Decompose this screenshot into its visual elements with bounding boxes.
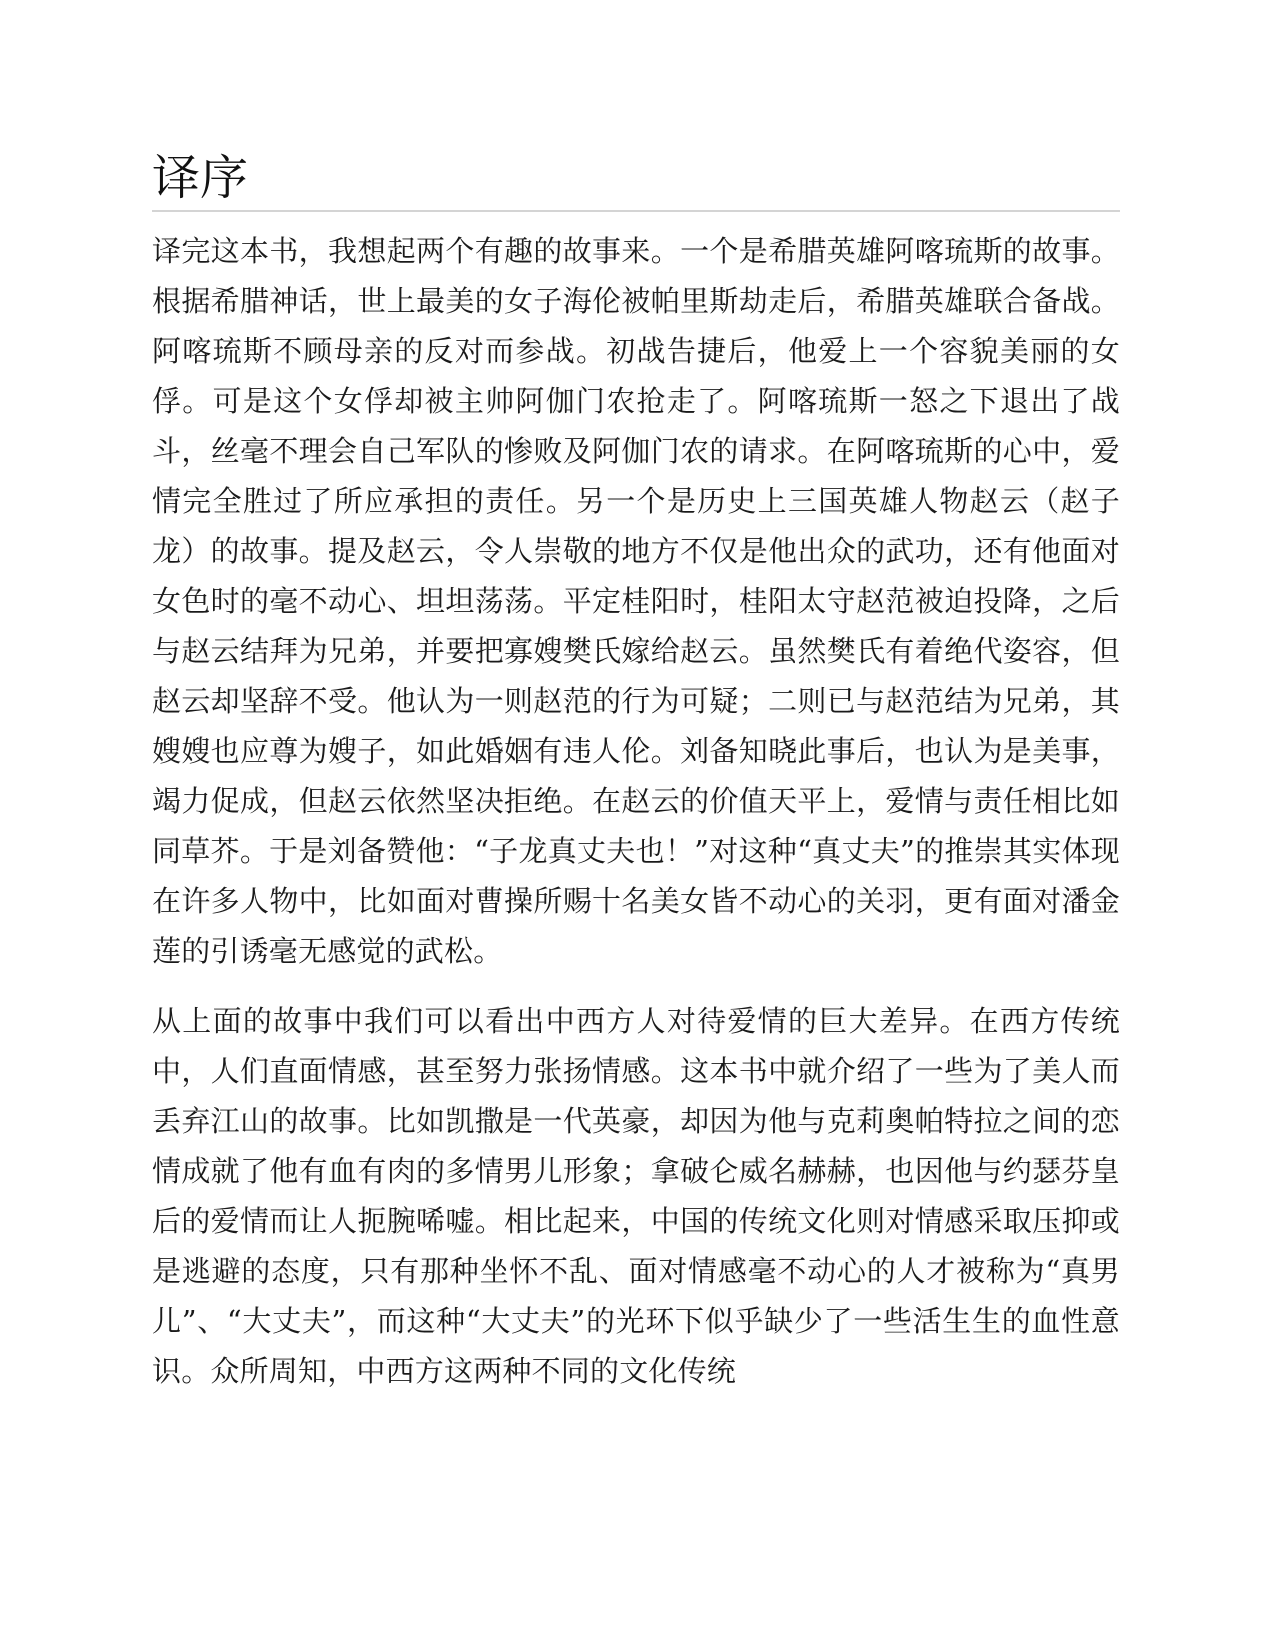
paragraph: 从上面的故事中我们可以看出中西方人对待爱情的巨大差异。在西方传统中，人们直面情感，甚至努力张扬情感。这本书中就介绍了一些为了美人而丢弃江山的故事。比如凯撒是一代英豪，却因为他与克莉奥帕特拉之间的恋情成就了他有血有肉的多情男儿形象；拿破仑威名赫赫，也因他与约瑟芬皇后的爱情而让人扼腕唏嘘。相比起来，中国的传统文化则对情感采取压抑或是逃避的态度，只有那种坐怀不乱、面对情感毫不动心的人才被称为“真男儿”、“大丈夫”，而这种“大丈夫”的光环下似乎缺少了一些活生生的血性意识。众所周知，中西方这两种不同的文化传统: [152, 1004, 1120, 1388]
document-page: [152, 148, 1120, 1416]
title-divider: [152, 210, 1120, 212]
page-title: 译序: [152, 150, 249, 206]
paragraph: 译完这本书，我想起两个有趣的故事来。一个是希腊英雄阿喀琉斯的故事。根据希腊神话，世上最美的女子海伦被帕里斯劫走后，希腊英雄联合备战。阿喀琉斯不顾母亲的反对而参战。初战告捷后，他爱上一个容貌美丽的女俘。可是这个女俘却被主帅阿伽门农抢走了。阿喀琉斯一怒之下退出了战斗，丝毫不理会自己军队的惨败及阿伽门农的请求。在阿喀琉斯的心中，爱情完全胜过了所应承担的责任。另一个是历史上三国英雄人物赵云（赵子龙）的故事。提及赵云，令人崇敬的地方不仅是他出众的武功，还有他面对女色时的毫不动心、坦坦荡荡。平定桂阳时，桂阳太守赵范被迫投降，之后与赵云结拜为兄弟，并要把寡嫂樊氏嫁给赵云。虽然樊氏有着绝代姿容，但赵云却坚辞不受。他认为一则赵范的行为可疑；二则已与赵范结为兄弟，其嫂嫂也应尊为嫂子，如此婚姻有违人伦。刘备知晓此事后，也认为是美事，竭力促成，但赵云依然坚决拒绝。在赵云的价值天平上，爱情与责任相比如同草芥。于是刘备赞他：“子龙真丈夫也！”对这种“真丈夫”的推崇其实体现在许多人物中，比如面对曹操所赐十名美女皆不动心的关羽，更有面对潘金莲的引诱毫无感觉的武松。: [152, 234, 1120, 968]
